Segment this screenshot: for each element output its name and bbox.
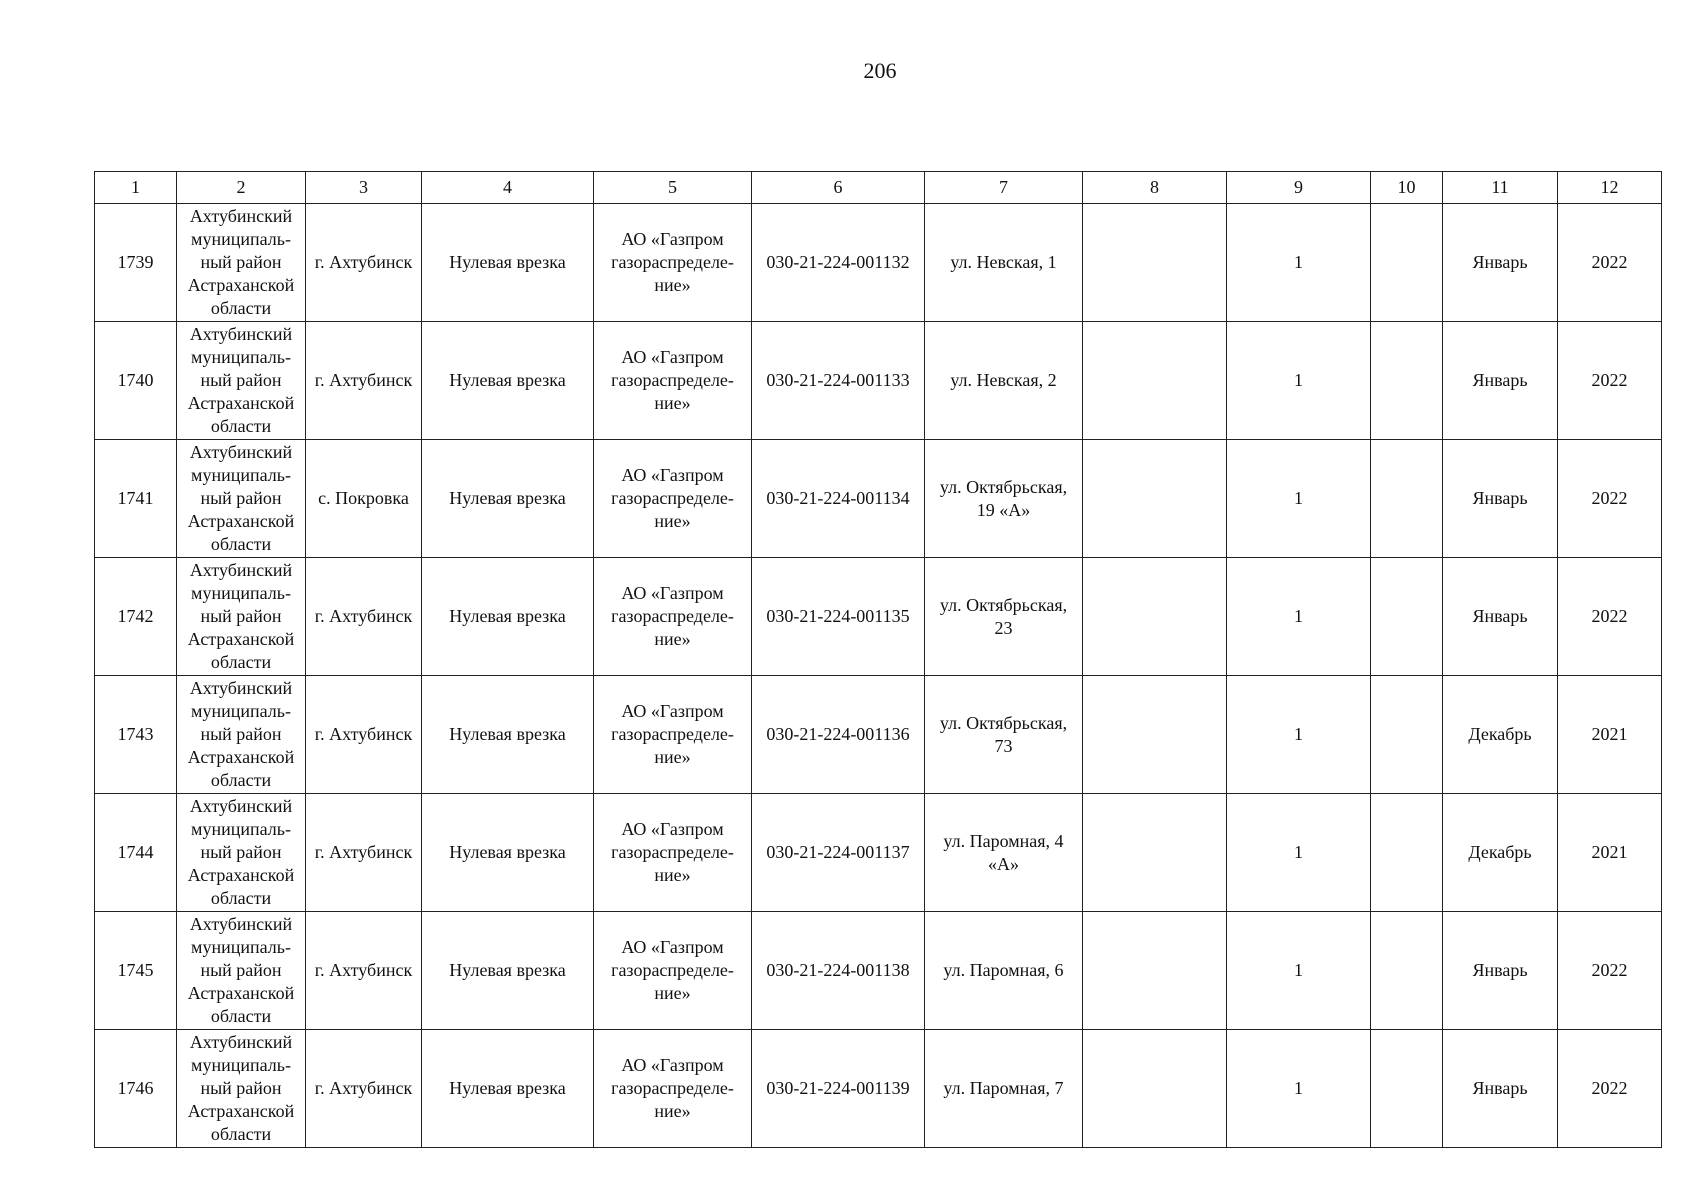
organization-cell: АО «Газпром газораспределе- ние» — [594, 912, 752, 1030]
connection-type-cell: Нулевая врезка — [422, 440, 594, 558]
column-8-cell — [1083, 322, 1227, 440]
address-cell: ул. Невская, 2 — [925, 322, 1083, 440]
quantity-cell: 1 — [1227, 912, 1371, 1030]
column-header: 12 — [1558, 172, 1662, 204]
object-code-cell: 030-21-224-001137 — [752, 794, 925, 912]
row-number: 1740 — [95, 322, 177, 440]
object-code-cell: 030-21-224-001132 — [752, 204, 925, 322]
district-cell: Ахтубинский муниципаль- ный район Астраханской области — [177, 322, 306, 440]
locality-cell: г. Ахтубинск — [306, 322, 422, 440]
row-number: 1745 — [95, 912, 177, 1030]
month-cell: Декабрь — [1443, 794, 1558, 912]
column-header: 2 — [177, 172, 306, 204]
table-row — [95, 676, 1662, 794]
column-10-cell — [1371, 440, 1443, 558]
quantity-cell: 1 — [1227, 676, 1371, 794]
quantity-cell: 1 — [1227, 322, 1371, 440]
column-10-cell — [1371, 322, 1443, 440]
organization-cell: АО «Газпром газораспределе- ние» — [594, 676, 752, 794]
month-cell: Январь — [1443, 1030, 1558, 1148]
column-header: 4 — [422, 172, 594, 204]
year-cell: 2022 — [1558, 322, 1662, 440]
locality-cell: г. Ахтубинск — [306, 204, 422, 322]
organization-cell: АО «Газпром газораспределе- ние» — [594, 1030, 752, 1148]
district-cell: Ахтубинский муниципаль- ный район Астраханской области — [177, 558, 306, 676]
district-cell: Ахтубинский муниципаль- ный район Астраханской области — [177, 440, 306, 558]
quantity-cell: 1 — [1227, 558, 1371, 676]
column-header: 5 — [594, 172, 752, 204]
year-cell: 2021 — [1558, 794, 1662, 912]
table-row — [95, 440, 1662, 558]
table-body — [95, 172, 1662, 1148]
quantity-cell: 1 — [1227, 440, 1371, 558]
column-10-cell — [1371, 204, 1443, 322]
district-cell: Ахтубинский муниципаль- ный район Астраханской области — [177, 676, 306, 794]
month-cell: Январь — [1443, 558, 1558, 676]
month-cell: Январь — [1443, 204, 1558, 322]
connection-type-cell: Нулевая врезка — [422, 558, 594, 676]
year-cell: 2022 — [1558, 558, 1662, 676]
column-header: 8 — [1083, 172, 1227, 204]
object-code-cell: 030-21-224-001133 — [752, 322, 925, 440]
column-10-cell — [1371, 676, 1443, 794]
table-row — [95, 322, 1662, 440]
month-cell: Январь — [1443, 322, 1558, 440]
object-code-cell: 030-21-224-001138 — [752, 912, 925, 1030]
table-row — [95, 794, 1662, 912]
object-code-cell: 030-21-224-001139 — [752, 1030, 925, 1148]
locality-cell: г. Ахтубинск — [306, 558, 422, 676]
year-cell: 2022 — [1558, 1030, 1662, 1148]
registry-table — [94, 171, 1662, 1148]
organization-cell: АО «Газпром газораспределе- ние» — [594, 322, 752, 440]
table-row — [95, 204, 1662, 322]
column-header: 10 — [1371, 172, 1443, 204]
locality-cell: г. Ахтубинск — [306, 1030, 422, 1148]
connection-type-cell: Нулевая врезка — [422, 322, 594, 440]
table-row — [95, 912, 1662, 1030]
month-cell: Январь — [1443, 440, 1558, 558]
column-header: 6 — [752, 172, 925, 204]
row-number: 1739 — [95, 204, 177, 322]
table-row — [95, 558, 1662, 676]
column-header: 9 — [1227, 172, 1371, 204]
row-number: 1744 — [95, 794, 177, 912]
connection-type-cell: Нулевая врезка — [422, 912, 594, 1030]
connection-type-cell: Нулевая врезка — [422, 204, 594, 322]
quantity-cell: 1 — [1227, 204, 1371, 322]
object-code-cell: 030-21-224-001135 — [752, 558, 925, 676]
connection-type-cell: Нулевая врезка — [422, 794, 594, 912]
column-10-cell — [1371, 794, 1443, 912]
column-10-cell — [1371, 912, 1443, 1030]
month-cell: Январь — [1443, 912, 1558, 1030]
column-8-cell — [1083, 794, 1227, 912]
year-cell: 2022 — [1558, 204, 1662, 322]
column-8-cell — [1083, 1030, 1227, 1148]
column-8-cell — [1083, 204, 1227, 322]
address-cell: ул. Паромная, 7 — [925, 1030, 1083, 1148]
row-number: 1741 — [95, 440, 177, 558]
locality-cell: г. Ахтубинск — [306, 912, 422, 1030]
row-number: 1742 — [95, 558, 177, 676]
object-code-cell: 030-21-224-001136 — [752, 676, 925, 794]
connection-type-cell: Нулевая врезка — [422, 676, 594, 794]
column-10-cell — [1371, 1030, 1443, 1148]
column-header: 7 — [925, 172, 1083, 204]
month-cell: Декабрь — [1443, 676, 1558, 794]
address-cell: ул. Паромная, 6 — [925, 912, 1083, 1030]
column-10-cell — [1371, 558, 1443, 676]
district-cell: Ахтубинский муниципаль- ный район Астраханской области — [177, 794, 306, 912]
column-8-cell — [1083, 558, 1227, 676]
locality-cell: г. Ахтубинск — [306, 794, 422, 912]
quantity-cell: 1 — [1227, 1030, 1371, 1148]
column-8-cell — [1083, 676, 1227, 794]
row-number: 1746 — [95, 1030, 177, 1148]
page-number: 206 — [863, 58, 897, 83]
quantity-cell: 1 — [1227, 794, 1371, 912]
column-header: 3 — [306, 172, 422, 204]
organization-cell: АО «Газпром газораспределе- ние» — [594, 440, 752, 558]
district-cell: Ахтубинский муниципаль- ный район Астраханской области — [177, 204, 306, 322]
column-8-cell — [1083, 912, 1227, 1030]
object-code-cell: 030-21-224-001134 — [752, 440, 925, 558]
address-cell: ул. Паромная, 4 «А» — [925, 794, 1083, 912]
address-cell: ул. Октябрьская, 73 — [925, 676, 1083, 794]
district-cell: Ахтубинский муниципаль- ный район Астраханской области — [177, 1030, 306, 1148]
year-cell: 2022 — [1558, 440, 1662, 558]
column-header: 1 — [95, 172, 177, 204]
organization-cell: АО «Газпром газораспределе- ние» — [594, 204, 752, 322]
locality-cell: г. Ахтубинск — [306, 676, 422, 794]
table-row — [95, 1030, 1662, 1148]
year-cell: 2022 — [1558, 912, 1662, 1030]
column-header: 11 — [1443, 172, 1558, 204]
connection-type-cell: Нулевая врезка — [422, 1030, 594, 1148]
address-cell: ул. Октябрьская, 23 — [925, 558, 1083, 676]
address-cell: ул. Октябрьская, 19 «А» — [925, 440, 1083, 558]
district-cell: Ахтубинский муниципаль- ный район Астраханской области — [177, 912, 306, 1030]
locality-cell: с. Покровка — [306, 440, 422, 558]
row-number: 1743 — [95, 676, 177, 794]
year-cell: 2021 — [1558, 676, 1662, 794]
column-8-cell — [1083, 440, 1227, 558]
address-cell: ул. Невская, 1 — [925, 204, 1083, 322]
column-number-row — [95, 172, 1662, 204]
organization-cell: АО «Газпром газораспределе- ние» — [594, 794, 752, 912]
organization-cell: АО «Газпром газораспределе- ние» — [594, 558, 752, 676]
